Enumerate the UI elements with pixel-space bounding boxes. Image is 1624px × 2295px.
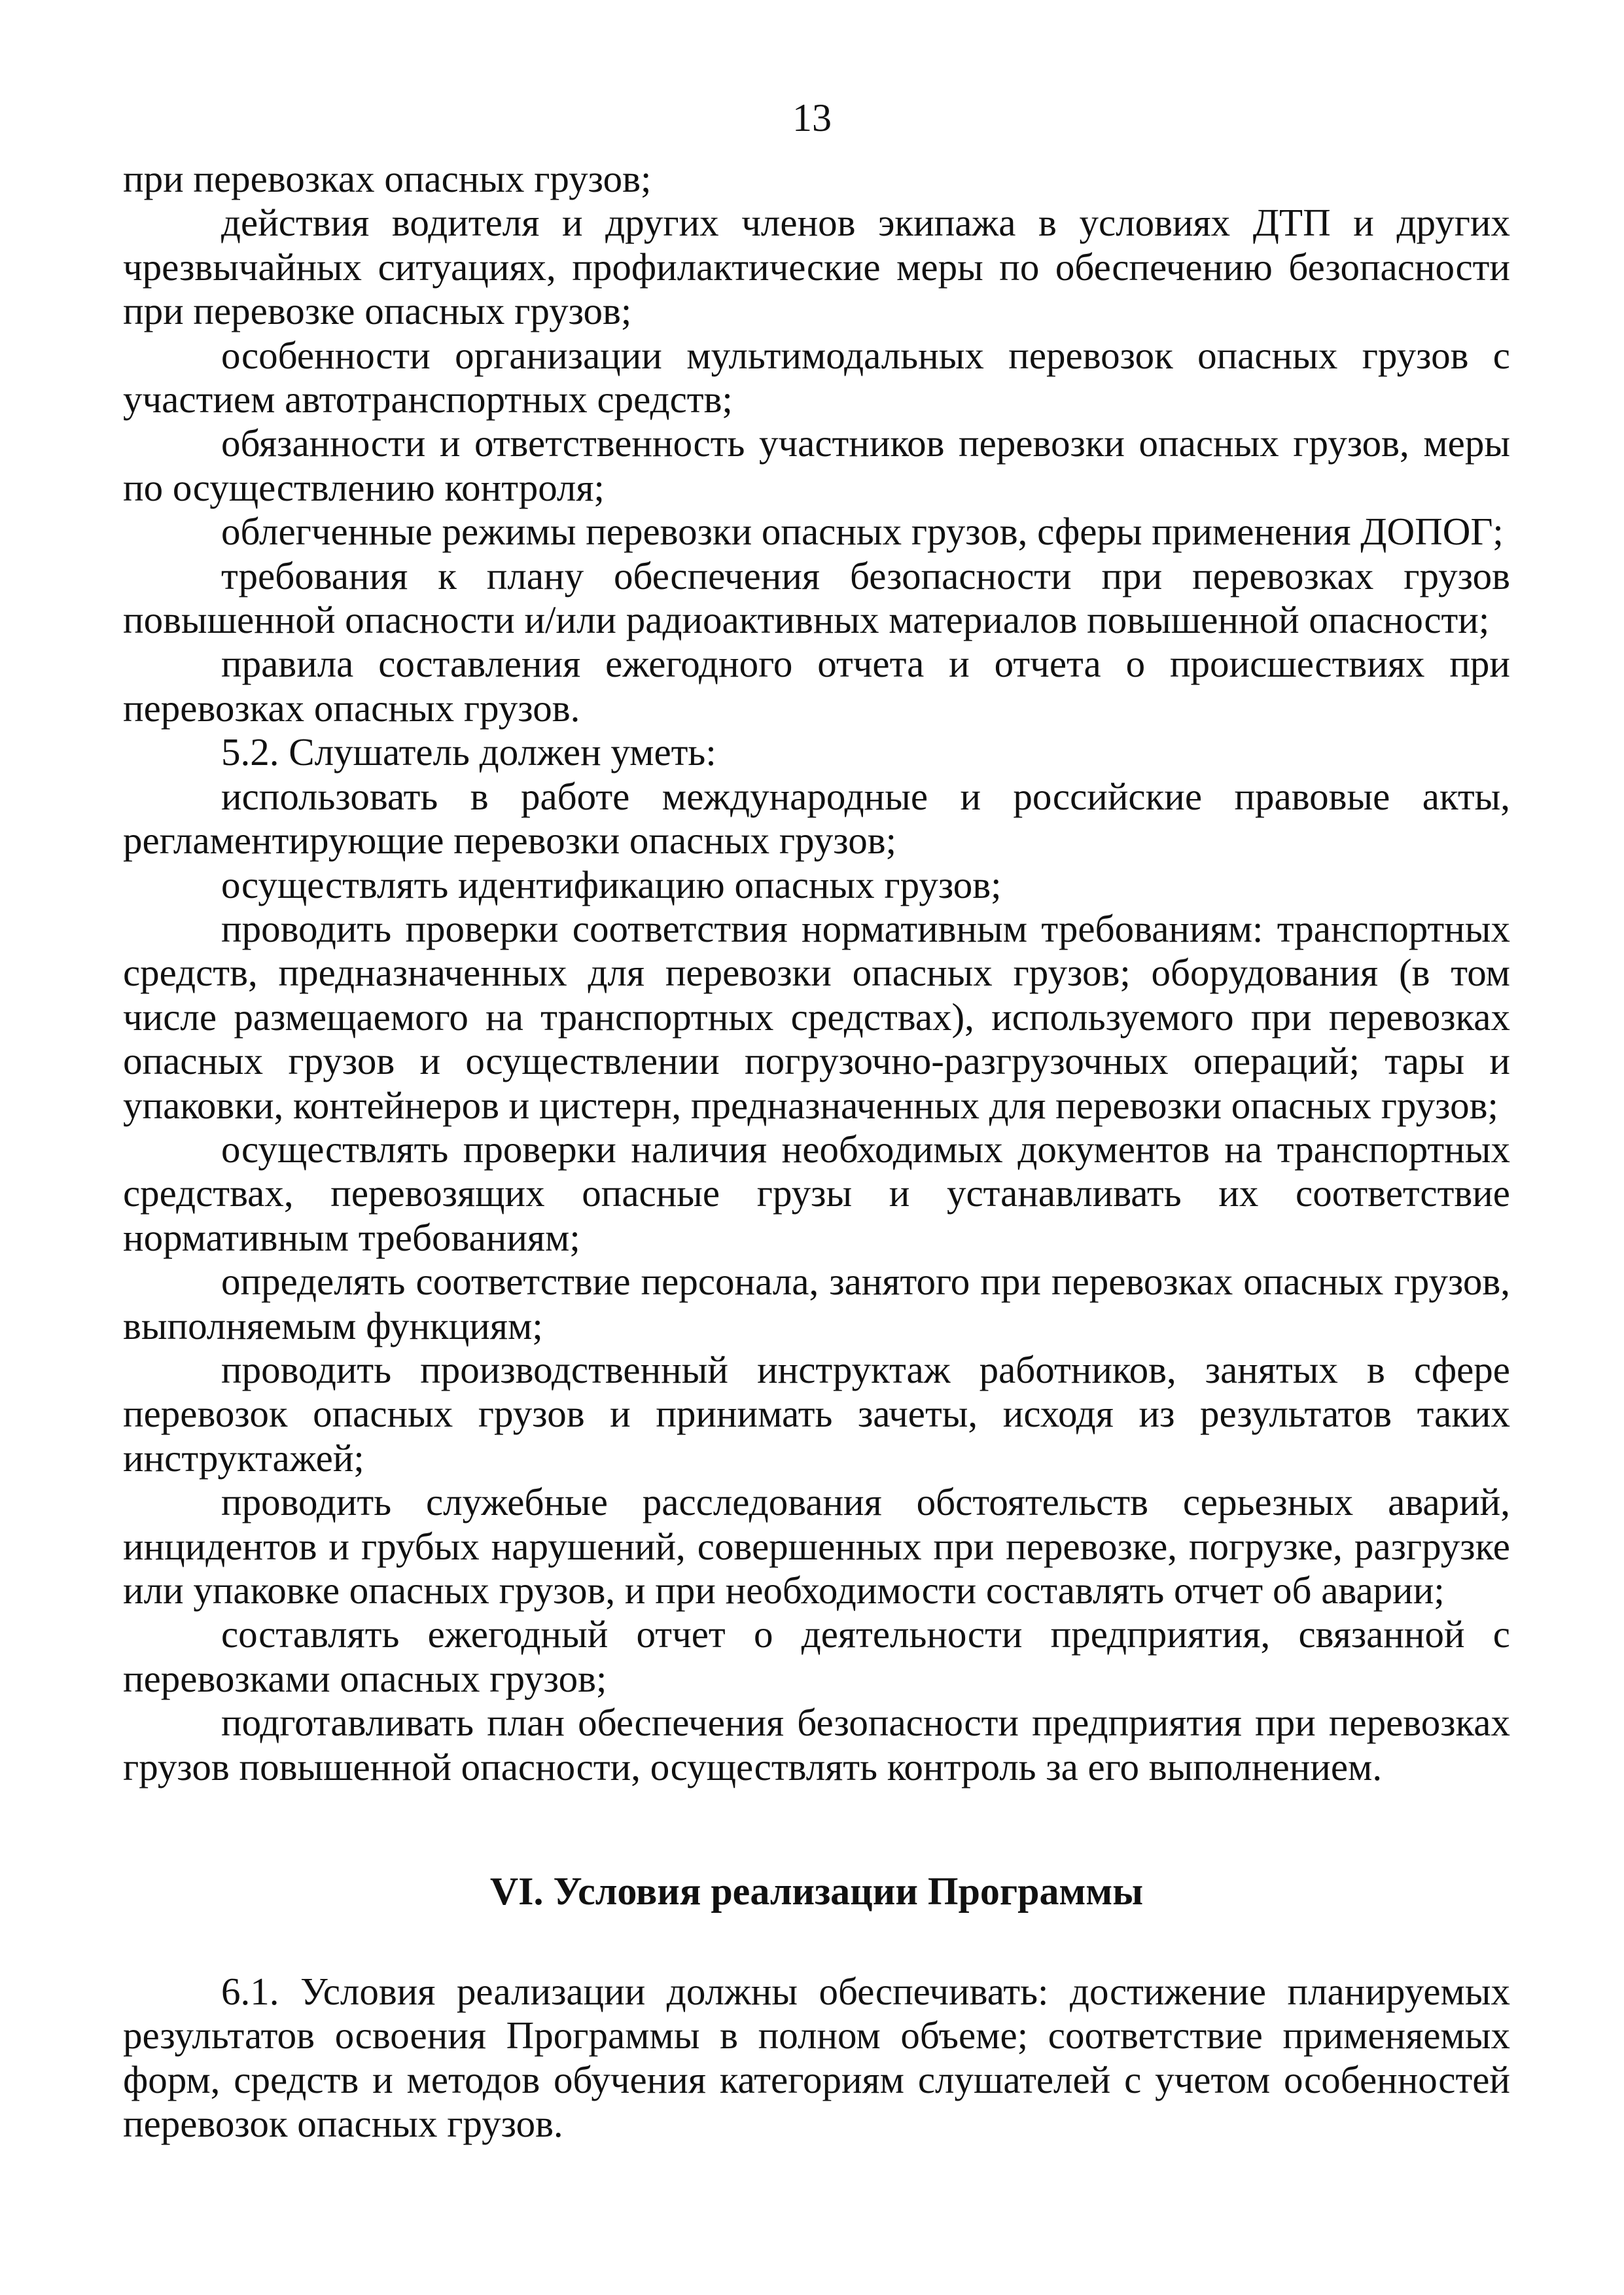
paragraph: требования к плану обеспечения безопасности при перевозках грузов повышенной опасности и/или радиоактивных материалов повышенной опасности; <box>123 554 1510 642</box>
paragraph: проводить производственный инструктаж работников, занятых в сфере перевозок опасных грузов и принимать зачеты, исходя из результатов таких инструктажей; <box>123 1347 1510 1480</box>
section-body-text <box>123 1970 1510 2146</box>
paragraph: проводить служебные расследования обстоятельств серьезных аварий, инцидентов и грубых нарушений, совершенных при перевозке, погрузке, разгрузке или упаковке опасных грузов, и при необходимости составлять отчет об аварии; <box>123 1480 1510 1612</box>
paragraph: осуществлять идентификацию опасных грузов; <box>221 863 1002 906</box>
paragraph: определять соответствие персонала, занятого при перевозках опасных грузов, выполняемым функциям; <box>123 1260 1510 1347</box>
body-text <box>123 157 1510 1789</box>
section-heading: VI. Условия реализации Программы <box>489 1870 1144 1913</box>
paragraph: проводить проверки соответствия нормативным требованиям: транспортных средств, предназначенных для перевозки опасных грузов; оборудования (в том числе размещаемого на транспортных средствах), используемого при перевозках опасных грузов и осуществлении погрузочно-разгрузочных операций; тары и упаковки, контейнеров и цистерн, предназначенных для перевозки опасных грузов; <box>123 906 1510 1127</box>
paragraph: подготавливать план обеспечения безопасности предприятия при перевозках грузов повышенной опасности, осуществлять контроль за его выполнением. <box>123 1701 1510 1788</box>
paragraph: составлять ежегодный отчет о деятельности предприятия, связанной с перевозками опасных грузов; <box>123 1612 1510 1700</box>
paragraph: правила составления ежегодного отчета и отчета о происшествиях при перевозках опасных грузов. <box>123 642 1510 730</box>
paragraph: облегченные режимы перевозки опасных грузов, сферы применения ДОПОГ; <box>221 510 1504 554</box>
subsection-title: 5.2. Слушатель должен уметь: <box>221 730 716 774</box>
paragraph: при перевозках опасных грузов; <box>123 157 652 200</box>
paragraph: 6.1. Условия реализации должны обеспечивать: достижение планируемых результатов освоения Программы в полном объеме; соответствие применяемых форм, средств и методов обучения категориям слушателей с учетом особенностей перевозок опасных грузов. <box>123 1970 1510 2146</box>
paragraph: действия водителя и других членов экипажа в условиях ДТП и других чрезвычайных ситуациях, профилактические меры по обеспечению безопасности при перевозке опасных грузов; <box>123 201 1510 333</box>
paragraph: осуществлять проверки наличия необходимых документов на транспортных средствах, перевозящих опасные грузы и устанавливать их соответствие нормативным требованиям; <box>123 1127 1510 1259</box>
paragraph: обязанности и ответственность участников перевозки опасных грузов, меры по осуществлению контроля; <box>123 421 1510 509</box>
page-number: 13 <box>792 96 832 139</box>
paragraph: особенности организации мультимодальных перевозок опасных грузов с участием автотранспортных средств; <box>123 333 1510 421</box>
paragraph: использовать в работе международные и российские правовые акты, регламентирующие перевозки опасных грузов; <box>123 774 1510 863</box>
